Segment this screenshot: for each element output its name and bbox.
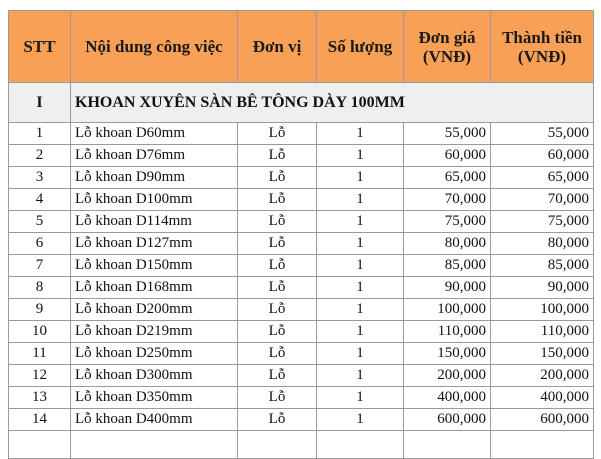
cell-stt: 4 bbox=[9, 189, 71, 211]
cell-task: Lỗ khoan D200mm bbox=[71, 299, 238, 321]
header-qty: Số lượng bbox=[317, 11, 404, 83]
price-table bbox=[8, 10, 594, 459]
cell-qty: 1 bbox=[317, 409, 404, 431]
cell-unit: Lỗ bbox=[238, 321, 317, 343]
header-stt: STT bbox=[9, 11, 71, 83]
cell-qty: 1 bbox=[317, 343, 404, 365]
cell-task: Lỗ khoan D300mm bbox=[71, 365, 238, 387]
cell-qty: 1 bbox=[317, 277, 404, 299]
cell-task: Lỗ khoan D76mm bbox=[71, 145, 238, 167]
cell-qty: 1 bbox=[317, 299, 404, 321]
cell-qty: 1 bbox=[317, 233, 404, 255]
table-row bbox=[9, 255, 594, 277]
table-row bbox=[9, 387, 594, 409]
section-number: I bbox=[9, 83, 71, 123]
table-row bbox=[9, 365, 594, 387]
table-row bbox=[9, 409, 594, 431]
table-row bbox=[9, 167, 594, 189]
empty-cell bbox=[317, 431, 404, 459]
table-row bbox=[9, 277, 594, 299]
table-row bbox=[9, 321, 594, 343]
section-row bbox=[9, 83, 594, 123]
cell-price: 85,000 bbox=[404, 255, 491, 277]
cell-unit: Lỗ bbox=[238, 299, 317, 321]
empty-cell bbox=[71, 431, 238, 459]
cell-qty: 1 bbox=[317, 365, 404, 387]
cell-unit: Lỗ bbox=[238, 365, 317, 387]
cell-unit: Lỗ bbox=[238, 387, 317, 409]
cell-stt: 10 bbox=[9, 321, 71, 343]
cell-unit: Lỗ bbox=[238, 255, 317, 277]
table-row-partial bbox=[9, 431, 594, 459]
empty-cell bbox=[238, 431, 317, 459]
cell-price: 75,000 bbox=[404, 211, 491, 233]
cell-total: 600,000 bbox=[491, 409, 594, 431]
cell-total: 90,000 bbox=[491, 277, 594, 299]
cell-total: 80,000 bbox=[491, 233, 594, 255]
header-price: Đơn giá (VNĐ) bbox=[404, 11, 491, 83]
cell-total: 400,000 bbox=[491, 387, 594, 409]
cell-stt: 13 bbox=[9, 387, 71, 409]
cell-stt: 7 bbox=[9, 255, 71, 277]
cell-stt: 8 bbox=[9, 277, 71, 299]
cell-price: 150,000 bbox=[404, 343, 491, 365]
table-row bbox=[9, 343, 594, 365]
cell-task: Lỗ khoan D150mm bbox=[71, 255, 238, 277]
cell-price: 90,000 bbox=[404, 277, 491, 299]
empty-cell bbox=[404, 431, 491, 459]
cell-stt: 9 bbox=[9, 299, 71, 321]
cell-unit: Lỗ bbox=[238, 409, 317, 431]
cell-total: 65,000 bbox=[491, 167, 594, 189]
cell-task: Lỗ khoan D60mm bbox=[71, 123, 238, 145]
table-row bbox=[9, 189, 594, 211]
cell-price: 65,000 bbox=[404, 167, 491, 189]
cell-price: 200,000 bbox=[404, 365, 491, 387]
cell-price: 55,000 bbox=[404, 123, 491, 145]
cell-price: 100,000 bbox=[404, 299, 491, 321]
table-row bbox=[9, 233, 594, 255]
cell-price: 600,000 bbox=[404, 409, 491, 431]
cell-stt: 11 bbox=[9, 343, 71, 365]
section-title: KHOAN XUYÊN SÀN BÊ TÔNG DÀY 100MM bbox=[71, 83, 594, 123]
cell-qty: 1 bbox=[317, 123, 404, 145]
table-row bbox=[9, 145, 594, 167]
cell-unit: Lỗ bbox=[238, 277, 317, 299]
header-total: Thành tiền (VNĐ) bbox=[491, 11, 594, 83]
cell-task: Lỗ khoan D219mm bbox=[71, 321, 238, 343]
cell-task: Lỗ khoan D114mm bbox=[71, 211, 238, 233]
cell-qty: 1 bbox=[317, 145, 404, 167]
cell-stt: 3 bbox=[9, 167, 71, 189]
cell-task: Lỗ khoan D127mm bbox=[71, 233, 238, 255]
table-row bbox=[9, 299, 594, 321]
cell-price: 400,000 bbox=[404, 387, 491, 409]
cell-total: 150,000 bbox=[491, 343, 594, 365]
cell-total: 100,000 bbox=[491, 299, 594, 321]
cell-total: 75,000 bbox=[491, 211, 594, 233]
cell-price: 70,000 bbox=[404, 189, 491, 211]
cell-qty: 1 bbox=[317, 167, 404, 189]
cell-total: 70,000 bbox=[491, 189, 594, 211]
header-row bbox=[9, 11, 594, 83]
cell-stt: 1 bbox=[9, 123, 71, 145]
cell-task: Lỗ khoan D250mm bbox=[71, 343, 238, 365]
cell-total: 85,000 bbox=[491, 255, 594, 277]
header-task: Nội dung công việc bbox=[71, 11, 238, 83]
cell-stt: 5 bbox=[9, 211, 71, 233]
cell-unit: Lỗ bbox=[238, 233, 317, 255]
cell-stt: 6 bbox=[9, 233, 71, 255]
cell-unit: Lỗ bbox=[238, 189, 317, 211]
cell-task: Lỗ khoan D90mm bbox=[71, 167, 238, 189]
cell-unit: Lỗ bbox=[238, 123, 317, 145]
table-row bbox=[9, 123, 594, 145]
cell-price: 60,000 bbox=[404, 145, 491, 167]
cell-qty: 1 bbox=[317, 211, 404, 233]
cell-total: 60,000 bbox=[491, 145, 594, 167]
empty-cell bbox=[491, 431, 594, 459]
table-row bbox=[9, 211, 594, 233]
cell-qty: 1 bbox=[317, 189, 404, 211]
cell-total: 55,000 bbox=[491, 123, 594, 145]
cell-unit: Lỗ bbox=[238, 167, 317, 189]
cell-task: Lỗ khoan D350mm bbox=[71, 387, 238, 409]
header-unit: Đơn vị bbox=[238, 11, 317, 83]
cell-unit: Lỗ bbox=[238, 343, 317, 365]
cell-task: Lỗ khoan D168mm bbox=[71, 277, 238, 299]
cell-unit: Lỗ bbox=[238, 211, 317, 233]
cell-stt: 14 bbox=[9, 409, 71, 431]
cell-price: 80,000 bbox=[404, 233, 491, 255]
cell-task: Lỗ khoan D400mm bbox=[71, 409, 238, 431]
cell-price: 110,000 bbox=[404, 321, 491, 343]
cell-unit: Lỗ bbox=[238, 145, 317, 167]
cell-qty: 1 bbox=[317, 255, 404, 277]
cell-stt: 12 bbox=[9, 365, 71, 387]
cell-total: 110,000 bbox=[491, 321, 594, 343]
cell-total: 200,000 bbox=[491, 365, 594, 387]
cell-task: Lỗ khoan D100mm bbox=[71, 189, 238, 211]
cell-stt: 2 bbox=[9, 145, 71, 167]
cell-qty: 1 bbox=[317, 387, 404, 409]
empty-cell bbox=[9, 431, 71, 459]
cell-qty: 1 bbox=[317, 321, 404, 343]
